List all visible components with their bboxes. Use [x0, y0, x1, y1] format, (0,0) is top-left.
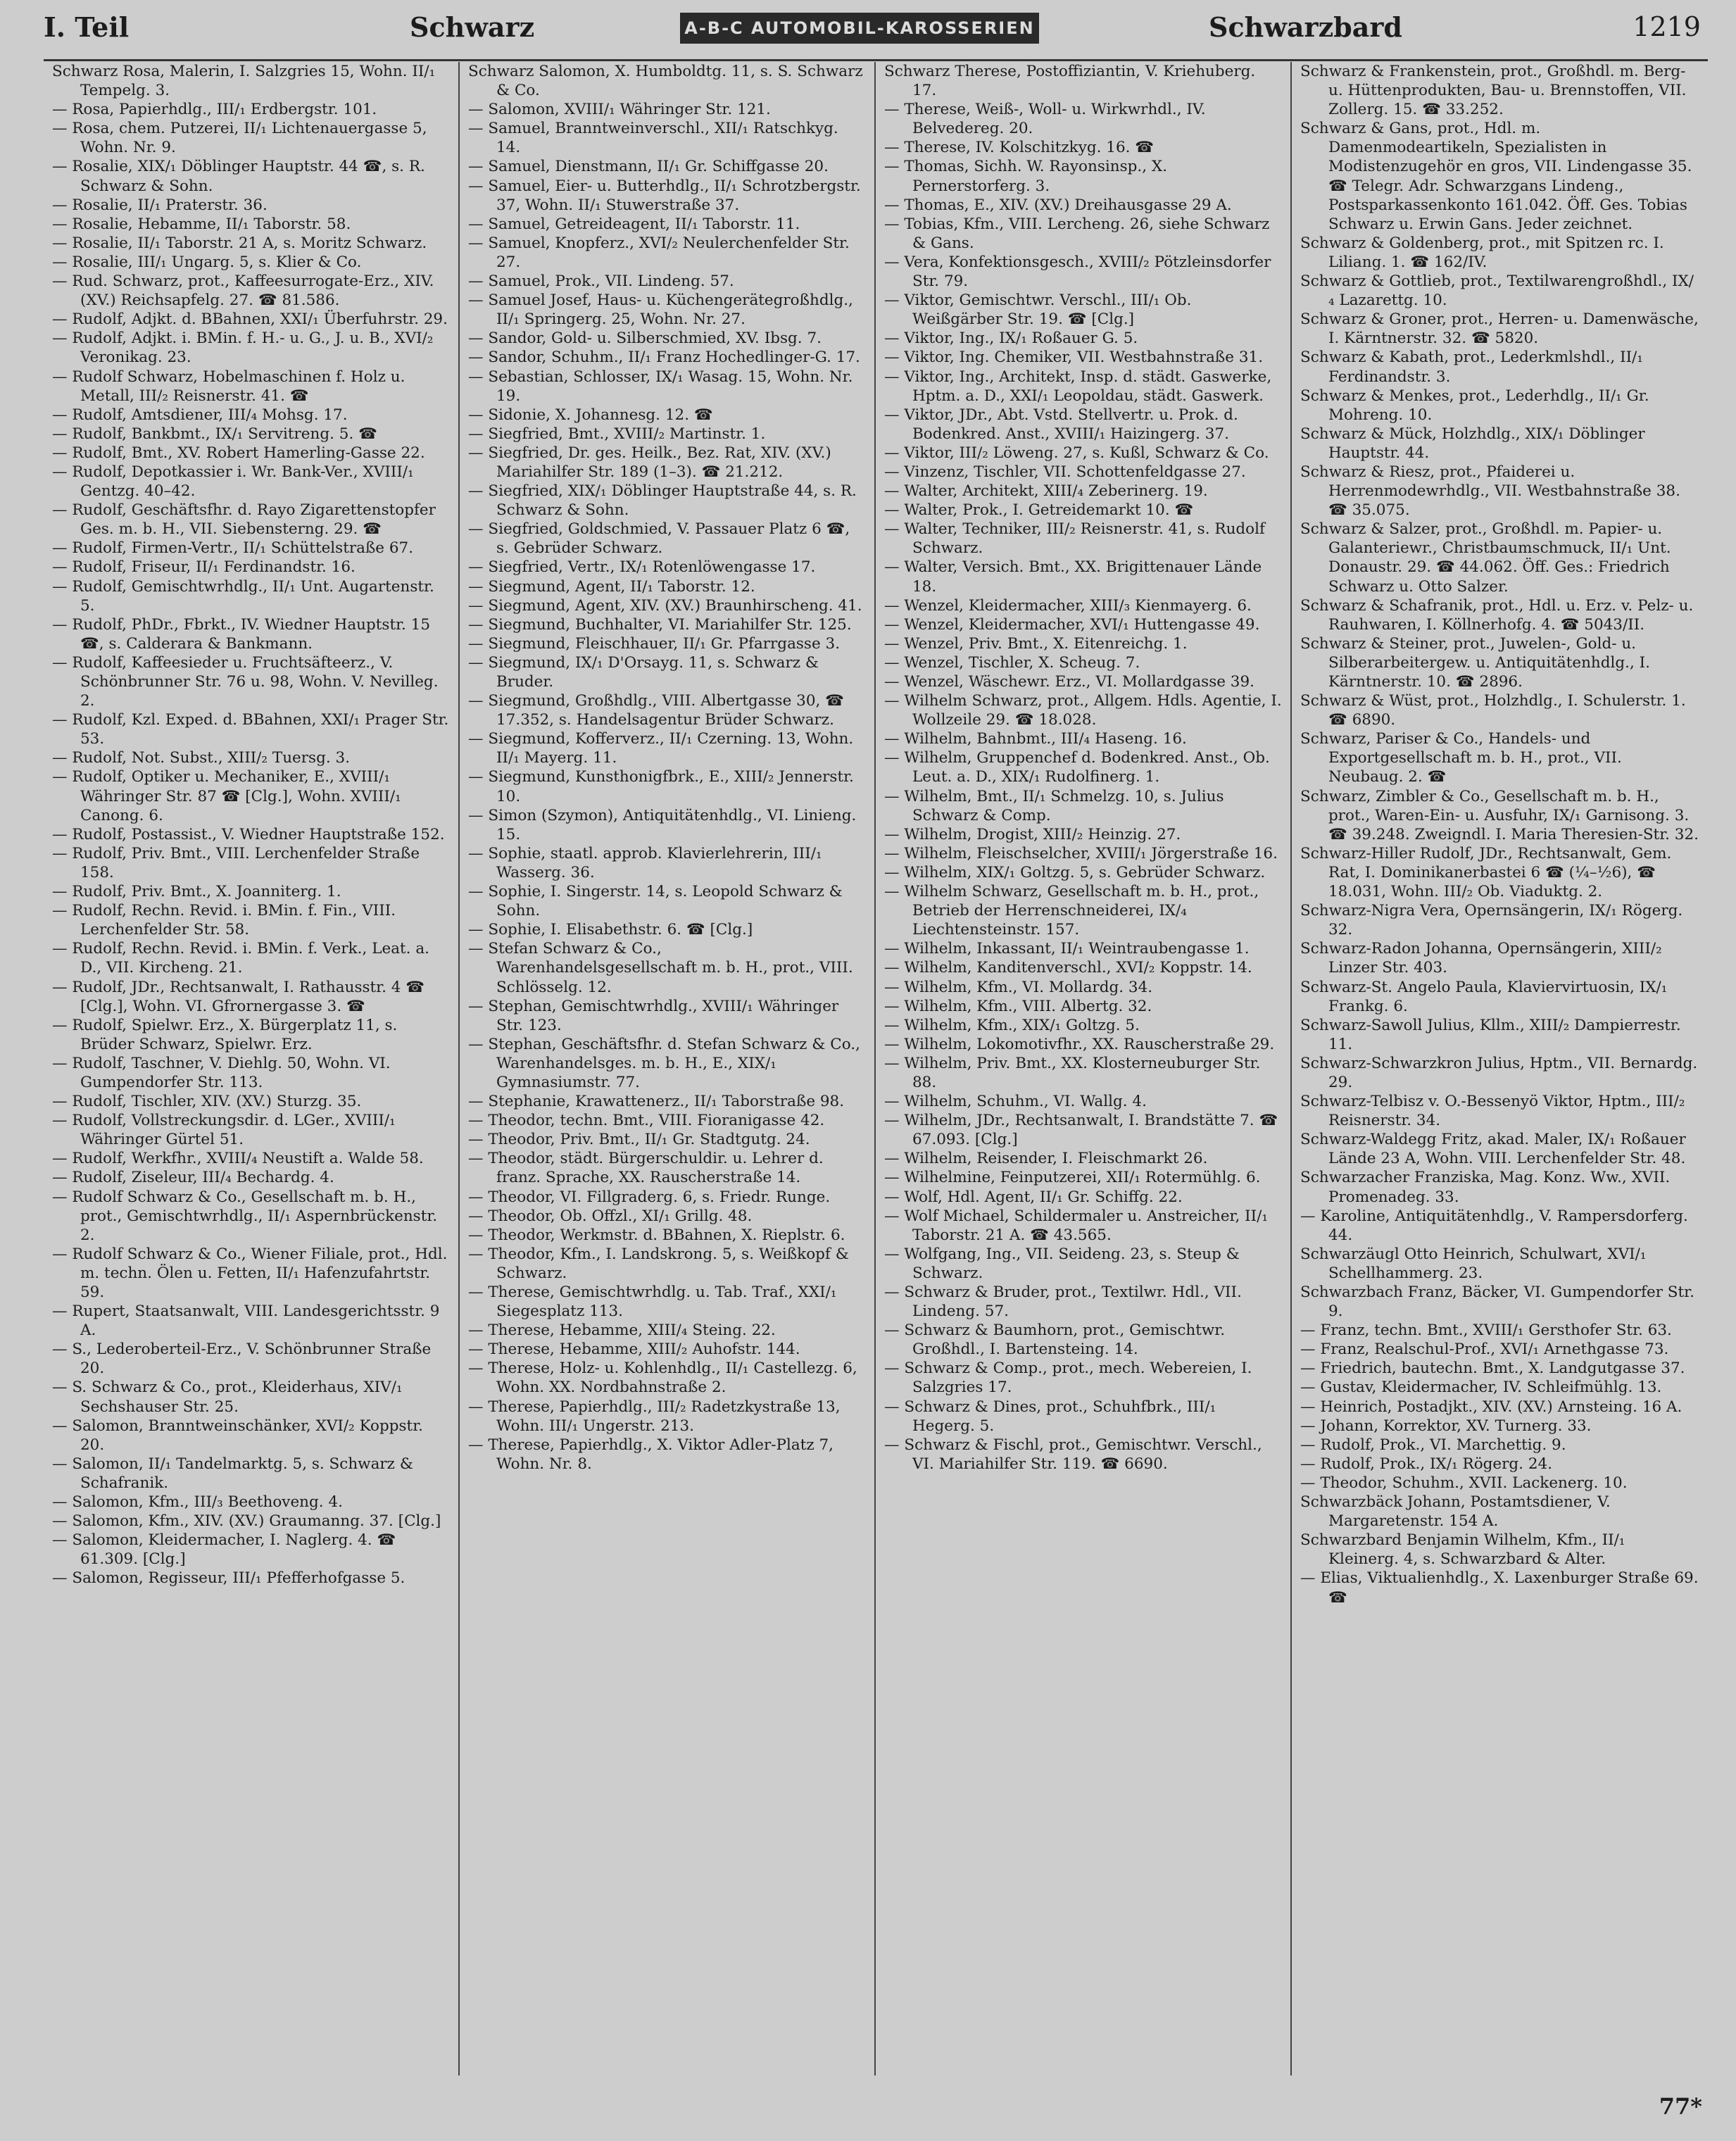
directory-entry: — Rosa, chem. Putzerei, II/₁ Lichtenauergasse 5, Wohn. Nr. 9. [52, 120, 432, 157]
directory-entry: — Wilhelm, Bmt., II/₁ Schmelzg. 10, s. Julius Schwarz & Comp. [884, 787, 1229, 824]
directory-entry: — Wenzel, Priv. Bmt., X. Eitenreichg. 1. [884, 634, 1188, 653]
directory-entry: Schwarz Salomon, X. Humboldtg. 11, s. S. Schwarz & Co. [468, 63, 868, 100]
directory-entry: — Sandor, Schuhm., II/₁ Franz Hochedlinger-G. 17. [468, 349, 860, 367]
directory-entry: — Salomon, Branntweinschänker, XVI/₂ Koppstr. 20. [52, 1417, 428, 1454]
directory-entry: — Rosalie, III/₁ Ungarg. 5, s. Klier & Co. [52, 253, 362, 271]
directory-entry: — Rudolf, Bankbmt., IX/₁ Servitreng. 5. ☎ [52, 425, 377, 443]
directory-entry: — Siegmund, Großhdlg., VIII. Albertgasse 30, ☎ 17.352, s. Handelsagentur Brüder Schwarz. [468, 692, 849, 729]
directory-entry: — Theodor, techn. Bmt., VIII. Fioranigasse 42. [468, 1112, 825, 1130]
directory-entry: — Salomon, Kleidermacher, I. Naglerg. 4. ☎ 61.309. [Clg.] [52, 1531, 401, 1569]
directory-entry: — Rudolf, Kzl. Exped. d. BBahnen, XXI/₁ Prager Str. 53. [52, 711, 454, 748]
directory-entry: — Wilhelm, Inkassant, II/₁ Weintraubengasse 1. [884, 940, 1250, 958]
directory-entry: — Vera, Konfektionsgesch., XVIII/₂ Pötzleinsdorfer Str. 79. [884, 253, 1276, 291]
directory-entry: — Wilhelm, Schuhm., VI. Wallg. 4. [884, 1093, 1147, 1111]
directory-entry: — Salomon, XVIII/₁ Währinger Str. 121. [468, 101, 771, 119]
directory-entry: Schwarz-Sawoll Julius, Kllm., XIII/₂ Dampierrestr. 11. [1300, 1016, 1686, 1053]
directory-entry: — Sophie, I. Singerstr. 14, s. Leopold Schwarz & Sohn. [468, 883, 848, 920]
directory-entry: — Wilhelm, Kfm., VIII. Albertg. 32. [884, 997, 1152, 1015]
directory-entry: — Karoline, Antiquitätenhdlg., V. Rampersdorferg. 44. [1300, 1207, 1693, 1244]
directory-entry: — Therese, Gemischtwrhdlg. u. Tab. Traf., XXI/₁ Siegesplatz 113. [468, 1283, 842, 1321]
page-header [44, 6, 1708, 61]
section-label: I. Teil [44, 11, 130, 43]
directory-entry: — Rudolf, Firmen-Vertr., II/₁ Schüttelstraße 67. [52, 539, 414, 558]
directory-entry: — Salomon, II/₁ Tandelmarktg. 5, s. Schwarz & Schafranik. [52, 1455, 418, 1492]
directory-entry: — Wilhelm, Drogist, XIII/₂ Heinzig. 27. [884, 825, 1181, 843]
directory-entry: — Sophie, staatl. approb. Klavierlehrerin, III/₁ Wasserg. 36. [468, 844, 827, 881]
directory-entry: — Rudolf, Optiker u. Mechaniker, E., XVIII/₁ Währinger Str. 87 ☎ [Clg.], Wohn. XVIII/₁ Canong. 6. [52, 768, 406, 824]
page-number: 1219 [1633, 11, 1701, 42]
directory-entry: — Wilhelmine, Feinputzerei, XII/₁ Rotermühlg. 6. [884, 1169, 1261, 1187]
directory-entry: — Rudolf, Geschäftsfhr. d. Rayo Zigarettenstopfer Ges. m. b. H., VII. Siebensterng. 29. ☎ [52, 501, 441, 539]
directory-entry: — Viktor, Ing., Architekt, Insp. d. städt. Gaswerke, Hptm. a. D., XXI/₁ Leopoldau, städt. Gaswerk. [884, 368, 1277, 405]
directory-entry: — Wilhelm, JDr., Rechtsanwalt, I. Brandstätte 7. ☎ 67.093. [Clg.] [884, 1112, 1283, 1149]
directory-entry: Schwarz & Steiner, prot., Juwelen-, Gold- u. Silberarbeitergew. u. Antiquitätenhdlg., I. Kärntnerstr. 10. ☎ 2896. [1300, 634, 1655, 691]
directory-entry: — Wilhelm, Kfm., XIX/₁ Goltzg. 5. [884, 1016, 1140, 1034]
directory-entry: Schwarz-Nigra Vera, Opernsängerin, IX/₁ Rögerg. 32. [1300, 902, 1688, 939]
directory-entry: — Wilhelm, Reisender, I. Fleischmarkt 26. [884, 1150, 1208, 1168]
directory-entry: — Rosalie, II/₁ Praterstr. 36. [52, 196, 268, 214]
directory-entry: — Wilhelm, Gruppenchef d. Bodenkred. Anst., Ob. Leut. a. D., XIX/₁ Rudolfinerg. 1. [884, 749, 1275, 786]
column-4 [1292, 62, 1708, 2076]
directory-entry: Schwarz & Mück, Holzhdlg., XIX/₁ Döblinger Hauptstr. 44. [1300, 425, 1650, 462]
directory-entry: — Rosa, Papierhdlg., III/₁ Erdbergstr. 101. [52, 101, 377, 119]
directory-entry: — Samuel, Branntweinverschl., XII/₁ Ratschkyg. 14. [468, 120, 843, 157]
directory-entry: — Rudolf, Spielwr. Erz., X. Bürgerplatz 11, s. Brüder Schwarz, Spielwr. Erz. [52, 1016, 403, 1053]
directory-entry: Schwarz & Groner, prot., Herren- u. Damenwäsche, I. Kärntnerstr. 32. ☎ 5820. [1300, 310, 1704, 348]
directory-entry: — Sophie, I. Elisabethstr. 6. ☎ [Clg.] [468, 921, 753, 939]
directory-entry: Schwarz-St. Angelo Paula, Klaviervirtuosin, IX/₁ Frankg. 6. [1300, 978, 1673, 1015]
directory-entry: — Siegmund, Buchhalter, VI. Mariahilfer Str. 125. [468, 615, 852, 634]
directory-entry: — Rudolf, Taschner, V. Diehlg. 50, Wohn. VI. Gumpendorfer Str. 113. [52, 1054, 396, 1091]
directory-entry: — Theodor, Werkmstr. d. BBahnen, X. Rieplstr. 6. [468, 1226, 845, 1244]
directory-entry: — Samuel, Getreideagent, II/₁ Taborstr. 11. [468, 215, 800, 233]
directory-entry: — Siegmund, Agent, XIV. (XV.) Braunhirscheng. 41. [468, 596, 862, 615]
directory-entry: Schwarz-Telbisz v. O.-Bessenyö Viktor, Hptm., III/₂ Reisnerstr. 34. [1300, 1093, 1690, 1130]
directory-entry: — Siegmund, Agent, II/₁ Taborstr. 12. [468, 577, 755, 596]
directory-entry: — Heinrich, Postadjkt., XIV. (XV.) Arnsteing. 16 A. [1300, 1398, 1682, 1416]
first-entry-word: Schwarz [410, 11, 535, 43]
directory-entry: — Salomon, Regisseur, III/₁ Pfefferhofgasse 5. [52, 1569, 405, 1588]
directory-entry: — Wenzel, Kleidermacher, XVI/₁ Huttengasse 49. [884, 615, 1260, 634]
directory-entry: — Rudolf, Amtsdiener, III/₄ Mohsg. 17. [52, 406, 348, 424]
directory-entry: — Wenzel, Wäschewr. Erz., VI. Mollardgasse 39. [884, 673, 1254, 691]
directory-entry: — Schwarz & Comp., prot., mech. Webereien, I. Salzgries 17. [884, 1360, 1257, 1397]
directory-entry: — Sidonie, X. Johannesg. 12. ☎ [468, 406, 713, 424]
directory-entry: — Schwarz & Dines, prot., Schuhfbrk., III/₁ Hegerg. 5. [884, 1398, 1221, 1435]
last-entry-word: Schwarzbard [1209, 11, 1402, 43]
directory-entry: Schwarzacher Franziska, Mag. Konz. Ww., XVII. Promenadeg. 33. [1300, 1169, 1675, 1206]
directory-entry: — Theodor, Priv. Bmt., II/₁ Gr. Stadtgutg. 24. [468, 1131, 810, 1149]
column-2 [460, 62, 876, 2076]
directory-entry: Schwarz & Frankenstein, prot., Großhdl. m. Berg- u. Hüttenprodukten, Bau- u. Brennstoffen, VII. Zollerg. 15. ☎ 33.252. [1300, 63, 1692, 119]
directory-entry: Schwarz, Zimbler & Co., Gesellschaft m. b. H., prot., Waren-Ein- u. Ausfuhr, IX/₁ Garnisong. 3. ☎ 39.248. Zweigndl. I. Maria Theresien-Str. 32. [1300, 787, 1699, 843]
directory-entry: — Samuel Josef, Haus- u. Küchengerätegroßhdlg., II/₁ Springerg. 25, Wohn. Nr. 27. [468, 291, 858, 329]
directory-entry: — Rudolf, Rechn. Revid. i. BMin. f. Fin., VIII. Lerchenfelder Str. 58. [52, 902, 401, 939]
directory-entry: — Rudolf, Prok., IX/₁ Rögerg. 24. [1300, 1455, 1553, 1473]
directory-entry: — Rudolf, JDr., Rechtsanwalt, I. Rathausstr. 4 ☎ [Clg.], Wohn. VI. Gfrornergasse 3. ☎ [52, 978, 429, 1015]
directory-entry: — Rudolf, Not. Subst., XIII/₂ Tuersg. 3. [52, 749, 351, 767]
directory-entry: — Therese, Weiß-, Woll- u. Wirkwrhdl., IV. Belvedereg. 20. [884, 101, 1211, 138]
directory-entry: — Stephan, Gemischtwrhdlg., XVIII/₁ Währinger Str. 123. [468, 997, 844, 1034]
advertisement-banner: A-B-C AUTOMOBIL-KAROSSERIEN [680, 13, 1039, 44]
directory-entry: — Theodor, städt. Bürgerschuldir. u. Lehrer d. franz. Sprache, XX. Rauscherstraße 14. [468, 1150, 829, 1187]
directory-entry: — Samuel, Eier- u. Butterhdlg., II/₁ Schrotzbergstr. 37, Wohn. II/₁ Stuwerstraße 37. [468, 177, 866, 214]
directory-entry: — Viktor, JDr., Abt. Vstd. Stellvertr. u. Prok. d. Bodenkred. Anst., XVIII/₁ Haizingerg. 37. [884, 406, 1243, 443]
directory-entry: — Viktor, Gemischtwr. Verschl., III/₁ Ob. Weißgärber Str. 19. ☎ [Clg.] [884, 291, 1197, 329]
column-3 [876, 62, 1292, 2076]
directory-entry: — Therese, Papierhdlg., III/₂ Radetzkystraße 13, Wohn. III/₁ Ungerstr. 213. [468, 1398, 845, 1435]
directory-entry: — Walter, Techniker, III/₂ Reisnerstr. 41, s. Rudolf Schwarz. [884, 520, 1270, 558]
directory-entry: Schwarzbäck Johann, Postamtsdiener, V. Margaretenstr. 154 A. [1300, 1493, 1616, 1531]
directory-entry: — Siegmund, IX/₁ D'Orsayg. 11, s. Schwarz & Bruder. [468, 653, 824, 691]
directory-entry: — Salomon, Kfm., III/₃ Beethoveng. 4. [52, 1493, 343, 1512]
directory-entry: — Theodor, Schuhm., XVII. Lackenerg. 10. [1300, 1474, 1628, 1492]
directory-entry: — Rudolf, Prok., VI. Marchettig. 9. [1300, 1436, 1566, 1454]
directory-entry: — Viktor, Ing. Chemiker, VII. Westbahnstraße 31. [884, 349, 1264, 367]
directory-entry: — Siegmund, Kunsthonigfbrk., E., XIII/₂ Jennerstr. 10. [468, 768, 859, 805]
column-1 [44, 62, 460, 2076]
directory-entry: — Wolf, Hdl. Agent, II/₁ Gr. Schiffg. 22. [884, 1188, 1183, 1206]
directory-entry: — Rudolf, Rechn. Revid. i. BMin. f. Verk., Leat. a. D., VII. Kircheng. 21. [52, 940, 434, 977]
directory-entry: Schwarz-Hiller Rudolf, JDr., Rechtsanwalt, Gem. Rat, I. Dominikanerbastei 6 ☎ (¼–½6), ☎ 18.031, Wohn. III/₂ Ob. Viaduktg. 2. [1300, 844, 1677, 901]
directory-entry: — Thomas, E., XIV. (XV.) Dreihausgasse 29 A. [884, 196, 1232, 214]
directory-entry: — Rudolf, Bmt., XV. Robert Hamerling-Gasse 22. [52, 444, 425, 462]
directory-entry: — Johann, Korrektor, XV. Turnerg. 33. [1300, 1417, 1592, 1435]
signature-mark: 77* [1659, 2093, 1702, 2120]
directory-entry: Schwarz Rosa, Malerin, I. Salzgries 15, Wohn. II/₁ Tempelg. 3. [52, 63, 441, 100]
directory-entry: — Friedrich, bautechn. Bmt., X. Landgutgasse 37. [1300, 1360, 1685, 1378]
directory-entry: — Sandor, Gold- u. Silberschmied, XV. Ibsg. 7. [468, 329, 822, 348]
directory-entry: — Schwarz & Fischl, prot., Gemischtwr. Verschl., VI. Mariahilfer Str. 119. ☎ 6690. [884, 1436, 1267, 1473]
directory-entry: — Rudolf Schwarz & Co., Gesellschaft m. b. H., prot., Gemischtwrhdlg., II/₁ Aspernbrückenstr. 2. [52, 1188, 442, 1244]
directory-entry: — Siegmund, Fleischhauer, II/₁ Gr. Pfarrgasse 3. [468, 634, 841, 653]
directory-entry: Schwarz & Goldenberg, prot., mit Spitzen rc. I. Liliang. 1. ☎ 162/IV. [1300, 234, 1669, 271]
directory-entry: — Viktor, Ing., IX/₁ Roßauer G. 5. [884, 329, 1138, 348]
directory-entry: Schwarz-Radon Johanna, Opernsängerin, XIII/₂ Linzer Str. 403. [1300, 940, 1667, 977]
directory-entry: — Stephanie, Krawattenerz., II/₁ Taborstraße 98. [468, 1093, 845, 1111]
directory-entry: — Rudolf, Tischler, XIV. (XV.) Sturzg. 35. [52, 1093, 362, 1111]
directory-entry: — Salomon, Kfm., XIV. (XV.) Graumanng. 37. [Clg.] [52, 1512, 441, 1531]
directory-entry: — Rudolf, Friseur, II/₁ Ferdinandstr. 16. [52, 558, 356, 577]
directory-entry: Schwarz & Kabath, prot., Lederkmlshdl., II/₁ Ferdinandstr. 3. [1300, 349, 1648, 386]
directory-entry: Schwarz Therese, Postoffiziantin, V. Kriehuberg. 17. [884, 63, 1261, 100]
directory-columns [44, 62, 1708, 2076]
directory-entry: — Rudolf, Priv. Bmt., VIII. Lerchenfelder Straße 158. [52, 844, 424, 881]
directory-entry: — Rudolf, Postassist., V. Wiedner Hauptstraße 152. [52, 825, 445, 843]
directory-entry: — Stephan, Geschäftsfhr. d. Stefan Schwarz & Co., Warenhandelsges. m. b. H., E., XIX/₁ Gymnasiumstr. 77. [468, 1035, 865, 1091]
directory-entry: — Rudolf, Werkfhr., XVIII/₄ Neustift a. Walde 58. [52, 1150, 424, 1168]
directory-entry: — Gustav, Kleidermacher, IV. Schleifmühlg. 13. [1300, 1379, 1662, 1397]
directory-entry: — Wilhelm Schwarz, prot., Allgem. Hdls. Agentie, I. Wollzeile 29. ☎ 18.028. [884, 692, 1287, 729]
directory-entry: — Rud. Schwarz, prot., Kaffeesurrogate-Erz., XIV. (XV.) Reichsapfelg. 27. ☎ 81.586. [52, 272, 439, 310]
directory-entry: Schwarzbach Franz, Bäcker, VI. Gumpendorfer Str. 9. [1300, 1283, 1699, 1321]
directory-entry: Schwarz & Gans, prot., Hdl. m. Damenmodeartikeln, Spezialisten in Modistenzugehör en gros, VII. Lindengasse 35. ☎ Telegr. Adr. Schwarzgans Lindeng., Postsparkassenkonto 161.042. Öff. Ges. Tobias Schwarz u. Erwin Gans. Jeder zeichnet. [1300, 120, 1697, 233]
directory-entry: — Theodor, Kfm., I. Landskrong. 5, s. Weißkopf & Schwarz. [468, 1245, 854, 1282]
directory-entry: — Wenzel, Tischler, X. Scheug. 7. [884, 653, 1140, 672]
directory-entry: — Stefan Schwarz & Co., Warenhandelsgesellschaft m. b. H., prot., VIII. Schlösselg. 12. [468, 940, 858, 996]
directory-entry: — Rudolf, PhDr., Fbrkt., IV. Wiedner Hauptstr. 15 ☎, s. Calderara & Bankmann. [52, 615, 435, 653]
directory-entry: — Simon (Szymon), Antiquitätenhdlg., VI. Linieng. 15. [468, 806, 862, 843]
directory-entry: — Wilhelm, XIX/₁ Goltzg. 5, s. Gebrüder Schwarz. [884, 863, 1266, 881]
directory-entry: — Wenzel, Kleidermacher, XIII/₃ Kienmayerg. 6. [884, 596, 1252, 615]
directory-entry: — Elias, Viktualienhdlg., X. Laxenburger Straße 69. ☎ [1300, 1569, 1704, 1607]
directory-entry: — Wilhelm, Kanditenverschl., XVI/₂ Koppstr. 14. [884, 959, 1252, 977]
directory-entry: — Therese, Hebamme, XIII/₂ Auhofstr. 144. [468, 1341, 800, 1359]
directory-entry: — Vinzenz, Tischler, VII. Schottenfeldgasse 27. [884, 463, 1246, 481]
directory-entry: — S. Schwarz & Co., prot., Kleiderhaus, XIV/₁ Sechshauser Str. 25. [52, 1379, 408, 1416]
directory-entry: — Franz, techn. Bmt., XVIII/₁ Gersthofer Str. 63. [1300, 1321, 1672, 1340]
directory-entry: — Rosalie, XIX/₁ Döblinger Hauptstr. 44 ☎, s. R. Schwarz & Sohn. [52, 158, 430, 195]
directory-entry: — Wolf Michael, Schildermaler u. Anstreicher, II/₁ Taborstr. 21 A. ☎ 43.565. [884, 1207, 1273, 1244]
directory-entry: — Rudolf, Ziseleur, III/₄ Bechardg. 4. [52, 1169, 334, 1187]
directory-entry: — Wilhelm, Bahnbmt., III/₄ Haseng. 16. [884, 730, 1187, 748]
directory-entry: Schwarz & Riesz, prot., Pfaiderei u. Herrenmodewrhdlg., VII. Westbahnstraße 38. ☎ 35.075. [1300, 463, 1685, 520]
directory-entry: — Therese, Papierhdlg., X. Viktor Adler-Platz 7, Wohn. Nr. 8. [468, 1436, 838, 1473]
directory-entry: Schwarzbard Benjamin Wilhelm, Kfm., II/₁ Kleinerg. 4, s. Schwarzbard & Alter. [1300, 1531, 1630, 1569]
directory-entry: — Wilhelm Schwarz, Gesellschaft m. b. H., prot., Betrieb der Herrenschneiderei, IX/₄ Liechtensteinstr. 157. [884, 883, 1264, 939]
directory-entry: — Samuel, Prok., VII. Lindeng. 57. [468, 272, 734, 291]
directory-entry: — Schwarz & Bruder, prot., Textilwr. Hdl., VII. Lindeng. 57. [884, 1283, 1247, 1321]
directory-entry: — Siegfried, Goldschmied, V. Passauer Platz 6 ☎, s. Gebrüder Schwarz. [468, 520, 855, 558]
directory-entry: — S., Lederoberteil-Erz., V. Schönbrunner Straße 20. [52, 1341, 436, 1378]
directory-entry: — Siegfried, Vertr., IX/₁ Rotenlöwengasse 17. [468, 558, 816, 577]
directory-entry: Schwarz, Pariser & Co., Handels- und Exportgesellschaft m. b. H., prot., VII. Neubaug. 2. ☎ [1300, 730, 1627, 786]
directory-entry: — Wilhelm, Fleischselcher, XVIII/₁ Jörgerstraße 16. [884, 844, 1278, 862]
directory-entry: Schwarz & Gottlieb, prot., Textilwarengroßhdl., IX/₄ Lazarettg. 10. [1300, 272, 1694, 310]
directory-entry: — Walter, Prok., I. Getreidemarkt 10. ☎ [884, 501, 1194, 520]
directory-entry: — Theodor, VI. Fillgraderg. 6, s. Friedr. Runge. [468, 1188, 831, 1206]
directory-entry: — Franz, Realschul-Prof., XVI/₁ Arnethgasse 73. [1300, 1341, 1669, 1359]
directory-entry: — Viktor, III/₂ Löweng. 27, s. Kußl, Schwarz & Co. [884, 444, 1269, 462]
directory-entry: Schwarz & Salzer, prot., Großhdl. m. Papier- u. Galanteriewr., Christbaumschmuck, II/₁ Unt. Donaustr. 29. ☎ 44.062. Öff. Ges.: Friedrich Schwarz u. Otto Salzer. [1300, 520, 1676, 596]
directory-entry: — Samuel, Dienstmann, II/₁ Gr. Schiffgasse 20. [468, 158, 829, 176]
directory-entry: — Siegfried, Dr. ges. Heilk., Bez. Rat, XIV. (XV.) Mariahilfer Str. 189 (1–3). ☎ 21.212. [468, 444, 836, 481]
directory-entry: — Rudolf, Gemischtwrhdlg., II/₁ Unt. Augartenstr. 5. [52, 577, 439, 615]
directory-entry: Schwarz & Wüst, prot., Holzhdlg., I. Schulerstr. 1. ☎ 6890. [1300, 692, 1691, 729]
directory-entry: Schwarz-Schwarzkron Julius, Hptm., VII. Bernardg. 29. [1300, 1054, 1703, 1091]
directory-entry: Schwarzäugl Otto Heinrich, Schulwart, XVI/₁ Schellhammerg. 23. [1300, 1245, 1652, 1282]
directory-entry: — Rudolf Schwarz, Hobelmaschinen f. Holz u. Metall, III/₂ Reisnerstr. 41. ☎ [52, 368, 410, 405]
directory-entry: — Thomas, Sichh. W. Rayonsinsp., X. Pernerstorferg. 3. [884, 158, 1172, 195]
directory-entry: — Wilhelm, Kfm., VI. Mollardg. 34. [884, 978, 1153, 996]
directory-entry: — Walter, Architekt, XIII/₄ Zeberinerg. 19. [884, 482, 1208, 501]
directory-entry: — Samuel, Knopferz., XVI/₂ Neulerchenfelder Str. 27. [468, 234, 855, 271]
directory-entry: — Rosalie, II/₁ Taborstr. 21 A, s. Moritz Schwarz. [52, 234, 427, 252]
directory-entry: — Therese, IV. Kolschitzkyg. 16. ☎ [884, 139, 1155, 157]
directory-entry: — Siegfried, XIX/₁ Döblinger Hauptstraße 44, s. R. Schwarz & Sohn. [468, 482, 862, 520]
directory-entry: — Siegmund, Kofferverz., II/₁ Czerning. 13, Wohn. II/₁ Mayerg. 11. [468, 730, 859, 767]
directory-entry: — Siegfried, Bmt., XVIII/₂ Martinstr. 1. [468, 425, 766, 443]
directory-entry: — Wolfgang, Ing., VII. Seideng. 23, s. Steup & Schwarz. [884, 1245, 1245, 1282]
directory-entry: — Rudolf, Kaffeesieder u. Fruchtsäfteerz., V. Schönbrunner Str. 76 u. 98, Wohn. V. Nevilleg. 2. [52, 653, 444, 710]
directory-entry: — Rupert, Staatsanwalt, VIII. Landesgerichtsstr. 9 A. [52, 1302, 445, 1340]
directory-entry: — Wilhelm, Lokomotivfhr., XX. Rauscherstraße 29. [884, 1035, 1275, 1053]
directory-entry: — Tobias, Kfm., VIII. Lercheng. 26, siehe Schwarz & Gans. [884, 215, 1275, 252]
directory-entry: — Therese, Hebamme, XIII/₄ Steing. 22. [468, 1321, 776, 1340]
directory-entry: — Walter, Versich. Bmt., XX. Brigittenauer Lände 18. [884, 558, 1267, 596]
directory-entry: Schwarz & Schafranik, prot., Hdl. u. Erz. v. Pelz- u. Rauhwaren, I. Köllnerhofg. 4. ☎ 5043/II. [1300, 596, 1699, 634]
directory-entry: Schwarz-Waldegg Fritz, akad. Maler, IX/₁ Roßauer Lände 23 A, Wohn. VIII. Lerchenfelder Str. 48. [1300, 1131, 1691, 1168]
directory-entry: — Sebastian, Schlosser, IX/₁ Wasag. 15, Wohn. Nr. 19. [468, 368, 858, 405]
directory-entry: — Theodor, Ob. Offzl., XI/₁ Grillg. 48. [468, 1207, 753, 1225]
directory-entry: — Rudolf, Priv. Bmt., X. Joanniterg. 1. [52, 883, 341, 901]
directory-entry: — Wilhelm, Priv. Bmt., XX. Klosterneuburger Str. 88. [884, 1054, 1266, 1091]
directory-entry: — Therese, Holz- u. Kohlenhdlg., II/₁ Castellezg. 6, Wohn. XX. Nordbahnstraße 2. [468, 1360, 862, 1397]
directory-entry: — Rudolf, Adjkt. i. BMin. f. H.- u. G., J. u. B., XVI/₂ Veronikag. 23. [52, 329, 439, 367]
directory-entry: — Rudolf Schwarz & Co., Wiener Filiale, prot., Hdl. m. techn. Ölen u. Fetten, II/₁ Hafenzufahrtstr. 59. [52, 1245, 453, 1301]
directory-entry: — Schwarz & Baumhorn, prot., Gemischtwr. Großhdl., I. Bartensteing. 14. [884, 1321, 1230, 1359]
directory-entry: — Rosalie, Hebamme, II/₁ Taborstr. 58. [52, 215, 351, 233]
directory-entry: — Rudolf, Vollstreckungsdir. d. LGer., XVIII/₁ Währinger Gürtel 51. [52, 1112, 401, 1149]
directory-entry: — Rudolf, Adjkt. d. BBahnen, XXI/₁ Überfuhrstr. 29. [52, 310, 448, 329]
directory-entry: Schwarz & Menkes, prot., Lederhdlg., II/₁ Gr. Mohreng. 10. [1300, 387, 1654, 424]
directory-entry: — Rudolf, Depotkassier i. Wr. Bank-Ver., XVIII/₁ Gentzg. 40–42. [52, 463, 419, 501]
